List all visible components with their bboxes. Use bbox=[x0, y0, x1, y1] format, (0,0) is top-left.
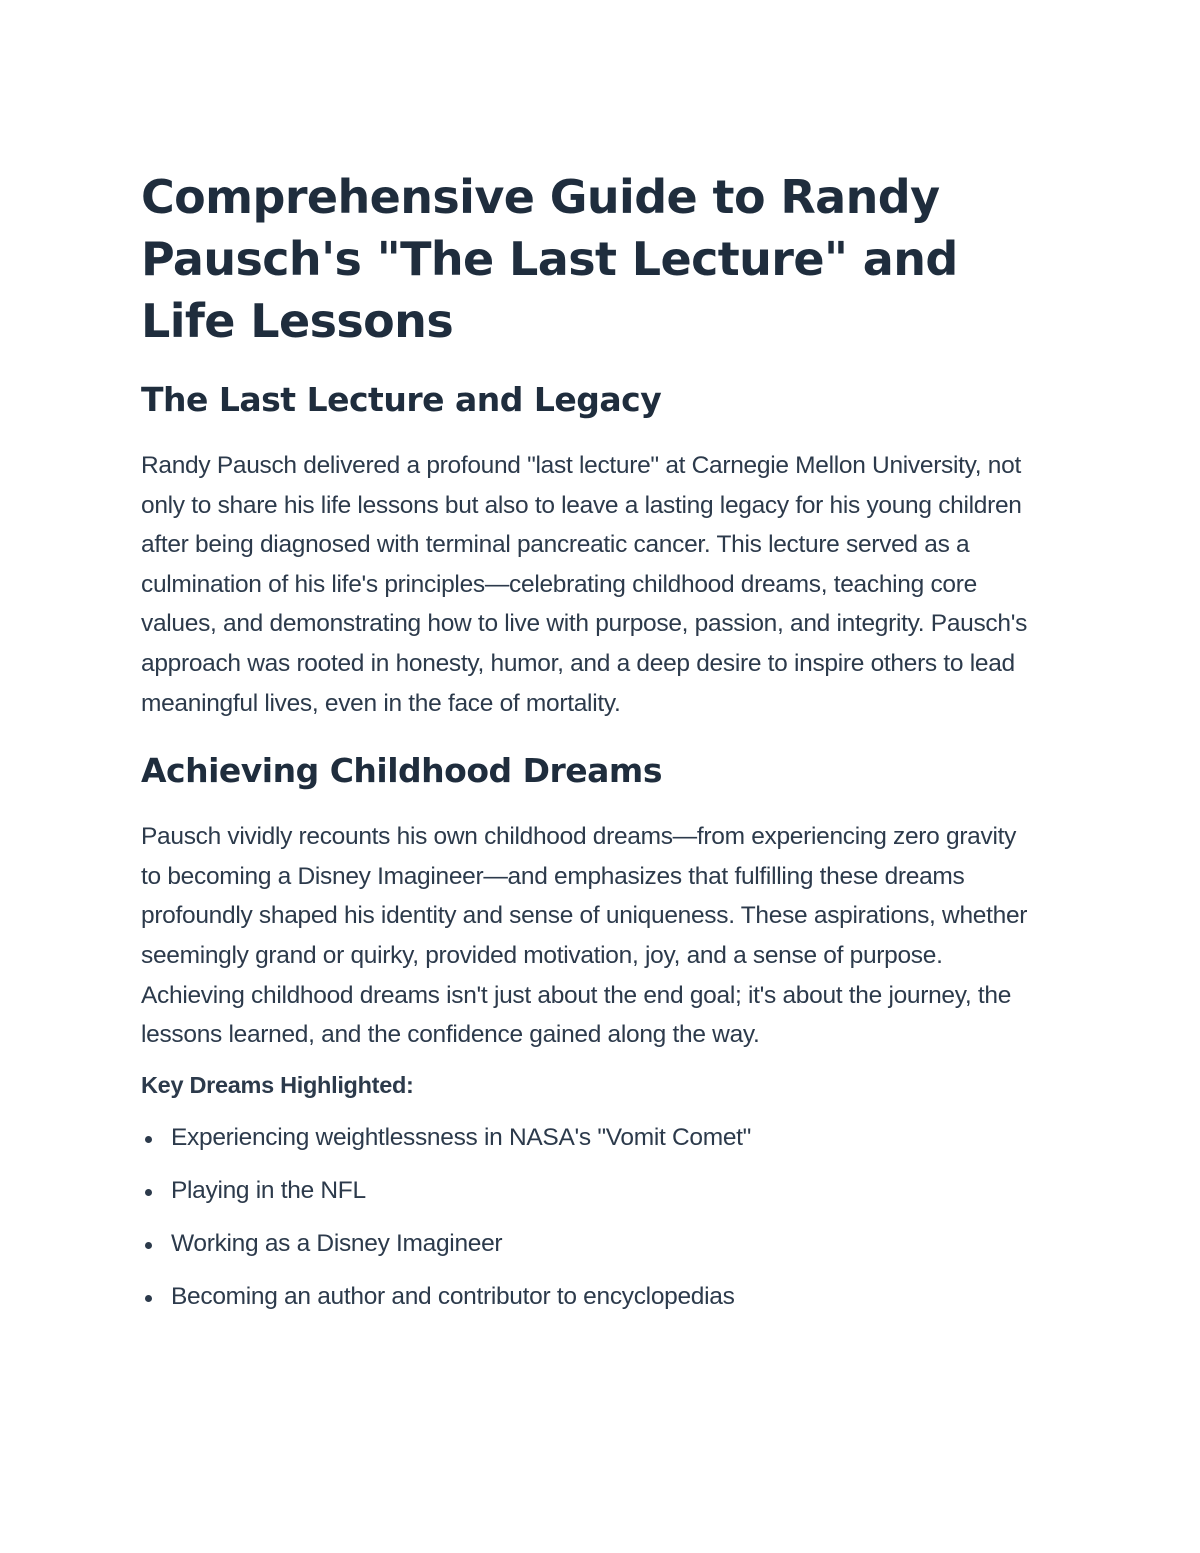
list-item bbox=[141, 1173, 1041, 1226]
list-item-text: Playing in the NFL bbox=[171, 1176, 366, 1204]
section-paragraph-childhood-dreams: Pausch vividly recounts his own childhood dreams—from experiencing zero gravity to becoming a Disney Imagineer—and emphasizes that fulfilling these dreams profoundly shaped his identity and sense of uniqueness. These aspirations, whether seemingly grand or quirky, provided motivation, joy, and a sense of purpose. Achieving childhood dreams isn't just about the end goal; it's about the journey, the lessons learned, and the confidence gained along the way. bbox=[141, 823, 1028, 1049]
bullet-icon bbox=[145, 1295, 152, 1302]
list-item-text: Working as a Disney Imagineer bbox=[171, 1229, 503, 1257]
list-item-text: Becoming an author and contributor to encyclopedias bbox=[171, 1282, 735, 1310]
list-item bbox=[141, 1120, 1041, 1173]
document-page bbox=[141, 166, 1041, 1332]
list-item bbox=[141, 1226, 1041, 1279]
key-dreams-list bbox=[141, 1120, 1041, 1332]
list-item-text: Experiencing weightlessness in NASA's "Vomit Comet" bbox=[171, 1123, 752, 1151]
bullet-icon bbox=[145, 1189, 152, 1196]
bullet-icon bbox=[145, 1136, 152, 1143]
section-paragraph-last-lecture: Randy Pausch delivered a profound "last lecture" at Carnegie Mellon University, not only to share his life lessons but also to leave a lasting legacy for his young children after being diagnosed with terminal pancreatic cancer. This lecture served as a culmination of his life's principles—celebrating childhood dreams, teaching core values, and demonstrating how to live with purpose, passion, and integrity. Pausch's approach was rooted in honesty, humor, and a deep desire to inspire others to lead meaningful lives, even in the face of mortality. bbox=[141, 452, 1028, 717]
key-dreams-subheading: Key Dreams Highlighted: bbox=[141, 1071, 414, 1098]
bullet-icon bbox=[145, 1242, 152, 1249]
list-item bbox=[141, 1279, 1041, 1332]
page-title: Comprehensive Guide to Randy Pausch's "The Last Lecture" and Life Lessons bbox=[141, 170, 958, 348]
section-heading-childhood-dreams: Achieving Childhood Dreams bbox=[141, 751, 662, 791]
section-heading-last-lecture: The Last Lecture and Legacy bbox=[141, 380, 662, 419]
